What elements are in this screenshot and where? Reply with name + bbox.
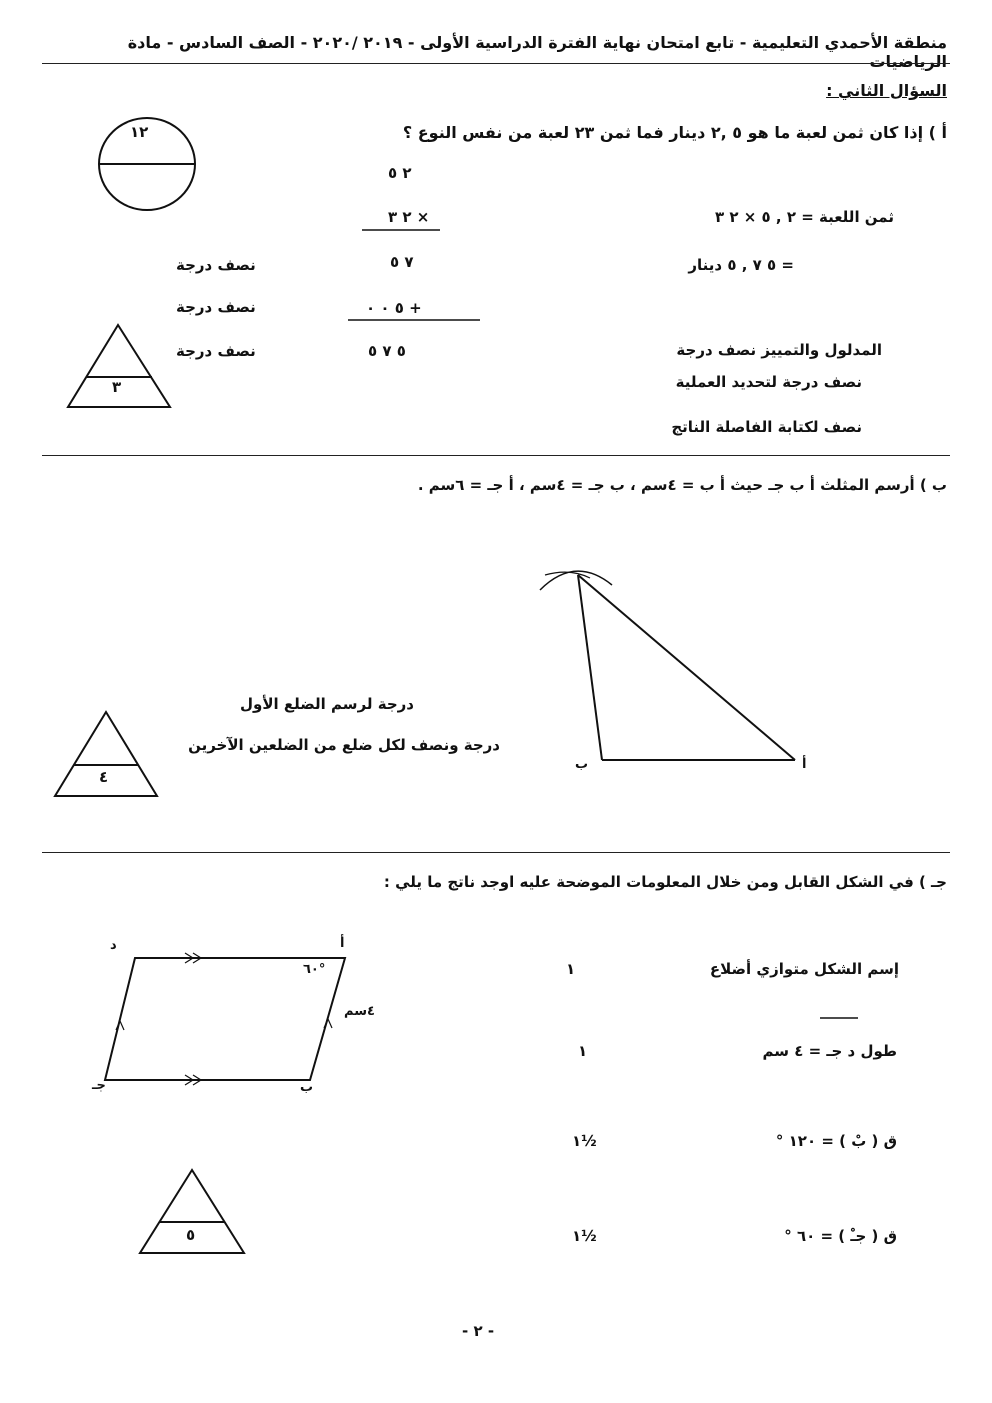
label-a: أ xyxy=(802,757,807,772)
part-b-mark-1: درجة لرسم الضلع الأول xyxy=(240,695,414,713)
mark-2: ١ xyxy=(578,1042,588,1060)
part-a-prompt: أ ) إذا كان ثمن لعبة ما هو ٥ ,٢ دينار فما ثمن ٢٣ لعبة من نفس النوع ؟ xyxy=(402,123,947,142)
answer-4: ق ( جـْ ) = ٦٠ ° xyxy=(784,1227,897,1245)
question-heading: السؤال الثاني : xyxy=(826,81,947,100)
drawn-triangle xyxy=(540,571,795,760)
page-number: - ٢ - xyxy=(462,1322,495,1340)
note-3: نصف لكتابة الفاصلة الناتج xyxy=(671,418,862,436)
score-part-a: ٣ xyxy=(112,378,122,396)
score-part-c: ٥ xyxy=(186,1226,196,1244)
vertex-d: د xyxy=(110,938,117,953)
mult-row-1: ٢ ٥ xyxy=(388,164,412,182)
answer-1: إسم الشكل متوازي أضلاع xyxy=(709,960,899,978)
price-line-2: = ٥ ٧ , ٥ دينار xyxy=(688,256,794,274)
mult-result: ٥ ٧ ٥ xyxy=(368,342,406,360)
header-title: منطقة الأحمدي التعليمية - تابع امتحان نهاية الفترة الدراسية الأولى - ٢٠١٩ /٢٠٢٠ - الصف السادس - مادة الرياضيات xyxy=(127,33,947,71)
half-mark-1: نصف درجة xyxy=(176,256,256,274)
part-b-mark-2: درجة ونصف لكل ضلع من الضلعين الآخرين xyxy=(188,736,500,754)
mult-row-2: × ٢ ٣ xyxy=(388,208,430,226)
vertex-ba: ب xyxy=(300,1080,314,1095)
mult-row-4: + ٥ ٠ ٠ xyxy=(366,299,422,317)
mark-4: ١½ xyxy=(572,1227,597,1245)
label-b: ب xyxy=(575,757,589,772)
vertex-jim: جـ xyxy=(92,1078,106,1093)
note-2: نصف درجة لتحديد العملية xyxy=(675,373,862,391)
divider-a-b xyxy=(42,455,950,456)
angle-label: ٦٠° xyxy=(303,962,326,977)
mark-3: ١½ xyxy=(572,1132,597,1150)
half-mark-2: نصف درجة xyxy=(176,298,256,316)
header-rule xyxy=(42,63,950,64)
score-total: ١٢ xyxy=(130,123,149,141)
note-1: المدلول والتمييز نصف درجة xyxy=(676,341,882,359)
vertex-alef: أ xyxy=(340,936,345,951)
divider-b-c xyxy=(42,852,950,853)
answer-3: ق ( بْ ) = ١٢٠ ° xyxy=(775,1132,897,1150)
mark-1: ١ xyxy=(566,960,576,978)
side-label: ٤سم xyxy=(344,1004,375,1019)
price-line-1: ثمن اللعبة = ٢ , ٥ × ٢ ٣ xyxy=(714,208,894,226)
part-b-prompt: ب ) أرسم المثلث أ ب جـ حيث أ ب = ٤سم ، ب جـ = ٤سم ، أ جـ = ٦سم . xyxy=(417,476,947,494)
mult-row-3: ٧ ٥ xyxy=(390,253,414,271)
score-part-b: ٤ xyxy=(99,768,109,786)
answer-2: طول د جـ = ٤ سم xyxy=(762,1042,897,1060)
part-c-prompt: جـ ) في الشكل القابل ومن خلال المعلومات الموضحة عليه اوجد ناتج ما يلي : xyxy=(383,873,947,891)
half-mark-3: نصف درجة xyxy=(176,342,256,360)
